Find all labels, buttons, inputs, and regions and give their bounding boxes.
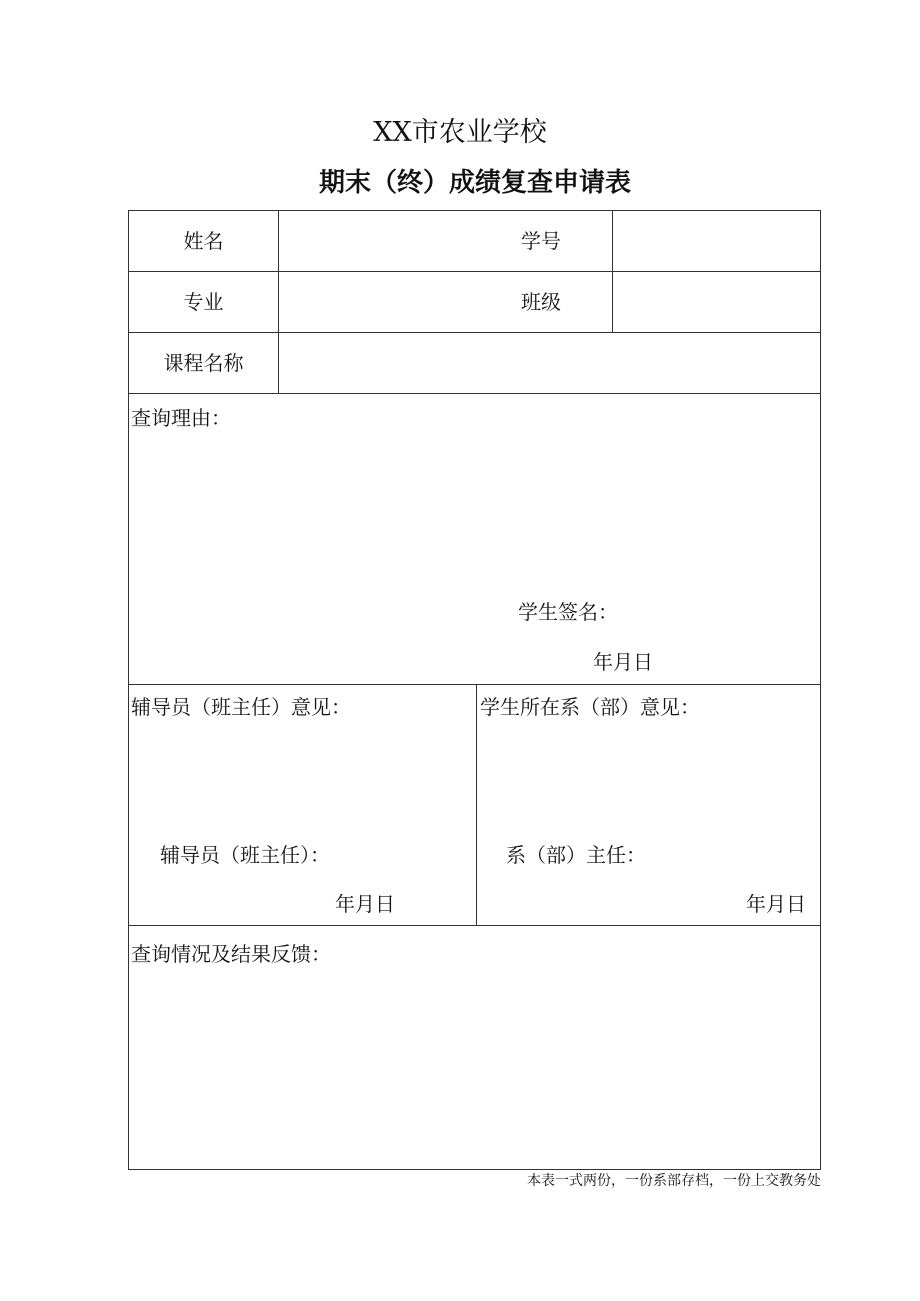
- review-application-form: [128, 210, 821, 1170]
- row-divider-2: [129, 332, 820, 333]
- course-field[interactable]: [286, 351, 806, 375]
- counselor-opinion-label: 辅导员（班主任）意见：: [131, 695, 351, 719]
- counselor-date-label: 年月日: [335, 892, 395, 916]
- reason-label: 查询理由：: [131, 406, 231, 430]
- reason-date-label: 年月日: [593, 650, 653, 674]
- opinion-column-divider: [476, 684, 477, 925]
- form-title: 期末（终）成绩复查申请表: [318, 168, 631, 198]
- department-opinion-label: 学生所在系（部）意见：: [480, 695, 700, 719]
- row-divider-4: [129, 684, 820, 685]
- class-label: 班级: [521, 290, 561, 314]
- major-label: 专业: [183, 290, 224, 314]
- department-date-label: 年月日: [746, 892, 806, 916]
- class-field[interactable]: [620, 290, 810, 314]
- name-label: 姓名: [183, 229, 224, 253]
- row-divider-5: [129, 925, 820, 926]
- student-id-label: 学号: [521, 229, 561, 253]
- major-field[interactable]: [286, 290, 506, 314]
- student-signature-label: 学生签名：: [518, 600, 618, 624]
- feedback-label: 查询情况及结果反馈：: [131, 942, 331, 966]
- counselor-signature-label: 辅导员（班主任）：: [160, 843, 330, 867]
- row-divider-3: [129, 393, 820, 394]
- school-title: XX市农业学校: [373, 117, 547, 148]
- label-column-divider: [278, 211, 279, 393]
- footer-note: 本表一式两份，一份系部存档，一份上交教务处: [527, 1173, 821, 1189]
- value-column-divider: [612, 211, 613, 332]
- row-divider-1: [129, 271, 820, 272]
- student-id-field[interactable]: [620, 229, 810, 253]
- department-head-signature-label: 系（部）主任：: [506, 843, 646, 867]
- course-label: 课程名称: [163, 351, 244, 375]
